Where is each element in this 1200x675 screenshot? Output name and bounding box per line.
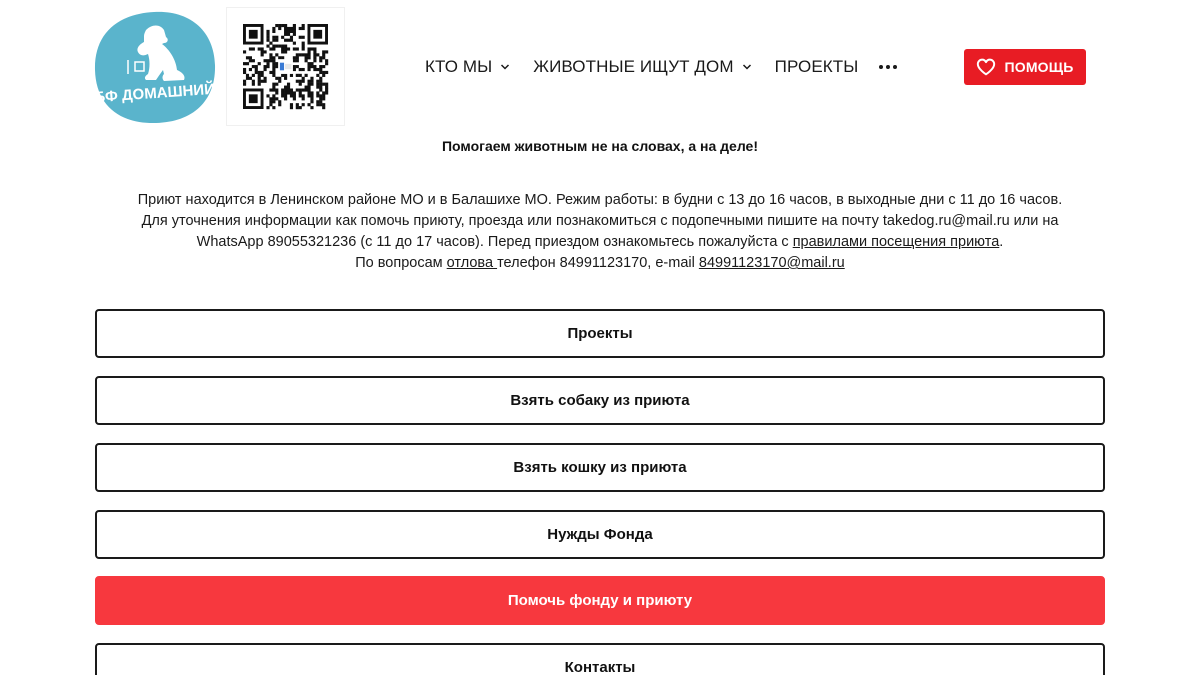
chevron-down-icon	[742, 62, 752, 72]
button-label: Взять собаку из приюта	[510, 392, 690, 409]
adopt-dog-button[interactable]	[95, 376, 1105, 425]
help-button-label: ПОМОЩЬ	[1004, 59, 1074, 75]
qr-code[interactable]	[227, 8, 344, 125]
button-label: Проекты	[567, 325, 633, 342]
more-horizontal-icon[interactable]	[879, 65, 897, 69]
nav-item-animals[interactable]	[533, 57, 751, 77]
email-link[interactable]: 84991123170@mail.ru	[698, 255, 845, 271]
nav-item-label: КТО МЫ	[425, 57, 493, 76]
chevron-down-icon	[500, 62, 510, 72]
info-line-catching	[110, 253, 1090, 274]
info-text-part: телефон 84991123170, e-mail	[497, 255, 699, 271]
help-fund-button[interactable]	[95, 576, 1105, 625]
header	[0, 0, 1200, 130]
info-line-hours: Приют находится в Ленинском районе МО и в Балашихе МО. Режим работы: в будни с 13 до 16 часов, в выходные дни с 11 до 16 часов.	[137, 192, 1063, 208]
info-text-part: .	[999, 234, 1004, 250]
info-line-contact	[110, 211, 1090, 253]
heart-icon	[976, 58, 996, 76]
projects-button[interactable]	[95, 309, 1105, 358]
button-label: Взять кошку из приюта	[513, 459, 687, 476]
main-nav	[425, 55, 897, 79]
nav-item-about[interactable]	[425, 57, 510, 77]
button-label: Контакты	[564, 659, 636, 675]
qr-code-image	[227, 8, 344, 125]
info-text	[110, 190, 1090, 274]
button-label: Помочь фонду и приюту	[507, 592, 693, 609]
adopt-cat-button[interactable]	[95, 443, 1105, 492]
contacts-button[interactable]	[95, 643, 1105, 675]
fund-needs-button[interactable]	[95, 510, 1105, 559]
button-label: Нужды Фонда	[547, 526, 653, 543]
tagline: Помогаем животным не на словах, а на деле!	[441, 138, 758, 154]
logo-text: БФ ДОМАШНИЙ	[94, 80, 216, 107]
nav-item-label: ПРОЕКТЫ	[774, 57, 859, 76]
nav-item-label: ЖИВОТНЫЕ ИЩУТ ДОМ	[533, 57, 734, 76]
info-text-part: Для уточнения информации как помочь приюту, проезда или познакомиться с подопечными пишите на почту takedog.ru@mail.ru или на WhatsApp 89055321236 (с 11 до 17 часов). Перед приездом ознакомьтесь пожалуйста с	[141, 213, 1059, 250]
visit-rules-link[interactable]: правилами посещения приюта	[792, 234, 1000, 250]
info-text-part: По вопросам	[355, 255, 447, 271]
help-button[interactable]	[964, 49, 1086, 85]
catching-link[interactable]: отлова	[446, 255, 498, 271]
nav-item-projects[interactable]	[775, 57, 859, 77]
logo[interactable]	[94, 10, 216, 124]
